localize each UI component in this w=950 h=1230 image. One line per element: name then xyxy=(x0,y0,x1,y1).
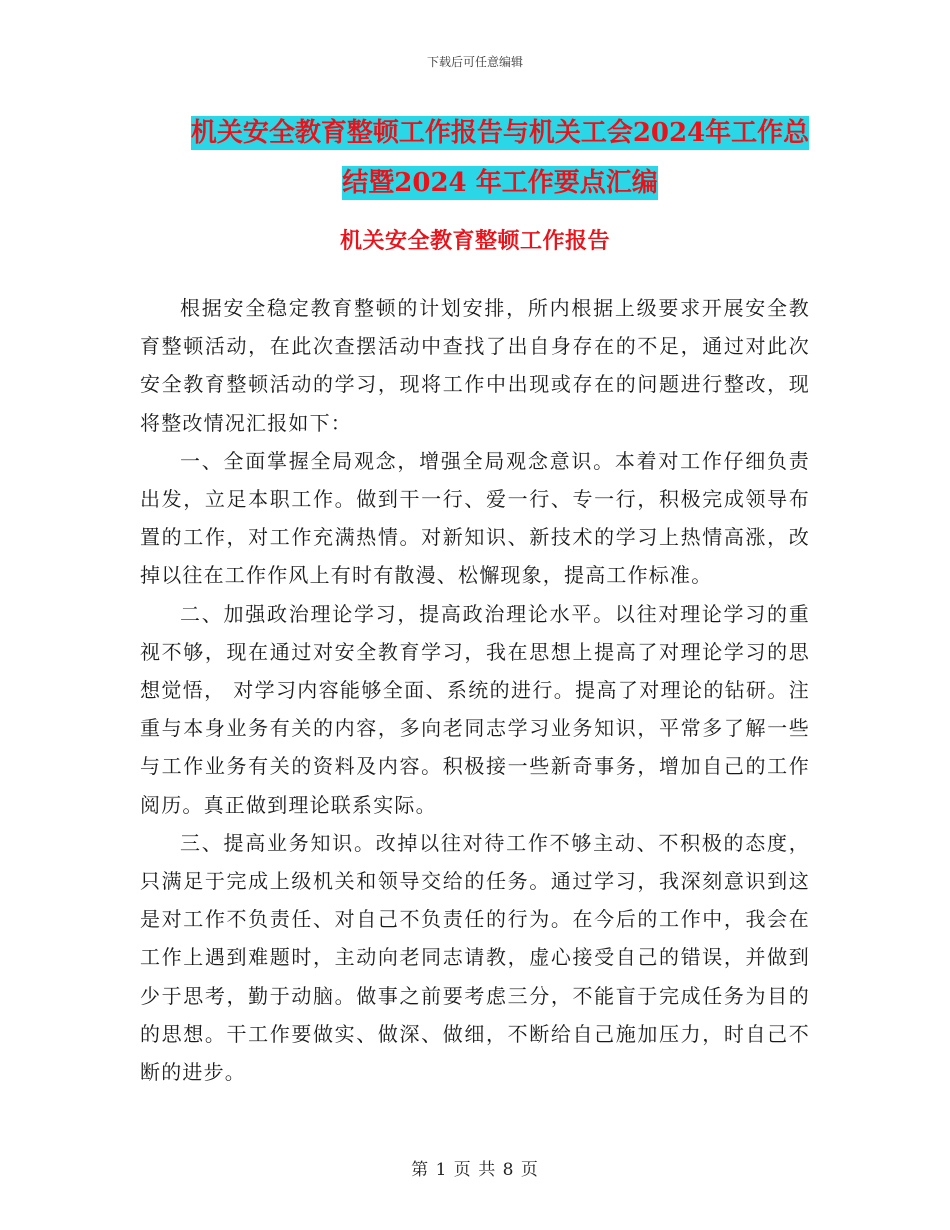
paragraph-point-3: 三、提高业务知识。改掉以往对待工作不够主动、不积极的态度，只满足于完成上级机关和领导交给的任务。通过学习，我深刻意识到这是对工作不负责任、对自己不负责任的行为。在今后的工作中，我会在工作上遇到难题时，主动向老同志请教，虚心接受自己的错误，并做到少于思考，勤于动脑。做事之前要考虑三分，不能盲于完成任务为目的的思想。干工作要做实、做深、做细，不断给自己施加压力，时自己不断的进步。 xyxy=(140,830,810,1085)
paragraph-point-2: 二、加强政治理论学习，提高政治理论水平。以往对理论学习的重视不够，现在通过对安全教育学习，我在思想上提高了对理论学习的思想觉悟， 对学习内容能够全面、系统的进行。提高了对理论的钻研。注重与本身业务有关的内容，多向老同志学习业务知识，平常多了解一些与工作业务有关的资料及内容。积极接一些新奇事务，增加自己的工作阅历。真正做到理论联系实际。 xyxy=(140,601,810,817)
page-number-footer: 第 1 页 共 8 页 xyxy=(411,1160,539,1180)
paragraph-point-1: 一、全面掌握全局观念，增强全局观念意识。本着对工作仔细负责出发，立足本职工作。做到干一行、爱一行、专一行，积极完成领导布置的工作，对工作充满热情。对新知识、新技术的学习上热情高涨，改掉以往在工作作风上有时有散漫、松懈现象，提高工作标准。 xyxy=(140,448,810,588)
document-title xyxy=(150,108,850,208)
paragraph-intro: 根据安全稳定教育整顿的计划安排，所内根据上级要求开展安全教育整顿活动，在此次查摆活动中查找了出自身存在的不足，通过对此次安全教育整顿活动的学习，现将工作中出现或存在的问题进行整改，现将整改情况汇报如下： xyxy=(140,296,810,435)
document-title-line-2: 结暨2024 年工作要点汇编 xyxy=(342,168,658,198)
section-title: 机关安全教育整顿工作报告 xyxy=(339,228,610,254)
document-title-line-1: 机关安全教育整顿工作报告与机关工会2024年工作总 xyxy=(190,118,810,148)
document-body xyxy=(140,289,810,1091)
header-note: 下载后可任意编辑 xyxy=(426,55,523,69)
